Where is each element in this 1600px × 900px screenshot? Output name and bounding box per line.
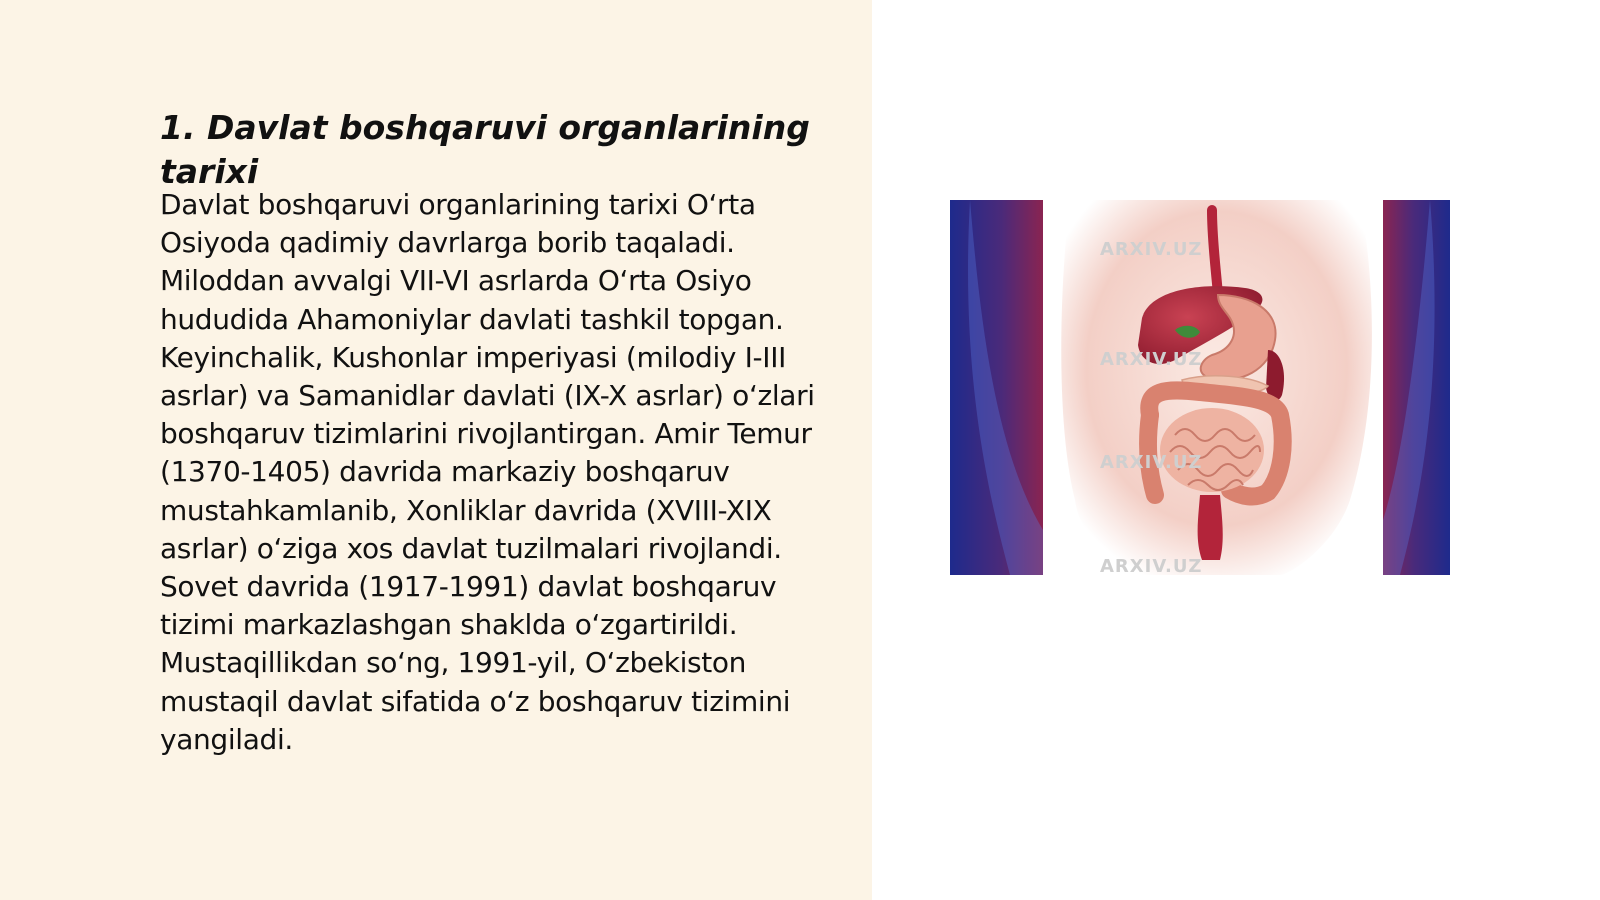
digestive-system-image [950, 200, 1450, 575]
slide-body-text: Davlat boshqaruvi organlarining tarixi O‘rta Osiyoda qadimiy davrlarga borib taqaladi. Miloddan avvalgi VII-VI asrlarda O‘rta Osiyo hududida Ahamoniylar davlati tashkil topgan. Keyinchalik, Kushonlar imperiyasi (milodiy I-III asrlar) va Samanidlar davlati (IX-X asrlar) o‘zlari boshqaruv tizimlarini rivojlantirgan. Amir Temur (1370-1405) davrida markaziy boshqaruv mustahkamlanib, Xonliklar davrida (XVIII-XIX asrlar) o‘ziga xos davlat tuzilmalari rivojlandi. Sovet davrida (1917-1991) davlat boshqaruv tizimi markazlashgan shaklda o‘zgartirildi. Mustaqillikdan so‘ng, 1991-yil, O‘zbekiston mustaqil davlat sifatida o‘z boshqaruv tizimini yangiladi. [160, 188, 815, 756]
watermark-text: ARXIV.UZ [1100, 239, 1203, 260]
watermark-text: ARXIV.UZ [1100, 452, 1203, 473]
rectum [1198, 495, 1223, 560]
digestive-system-illustration [950, 200, 1450, 575]
small-intestine [1160, 408, 1264, 492]
watermark-text: ARXIV.UZ [1100, 556, 1203, 575]
slide-title: 1. Davlat boshqaruvi organlarining tarixi [160, 108, 810, 191]
watermark-text: ARXIV.UZ [1100, 349, 1203, 370]
esophagus [1212, 210, 1218, 295]
